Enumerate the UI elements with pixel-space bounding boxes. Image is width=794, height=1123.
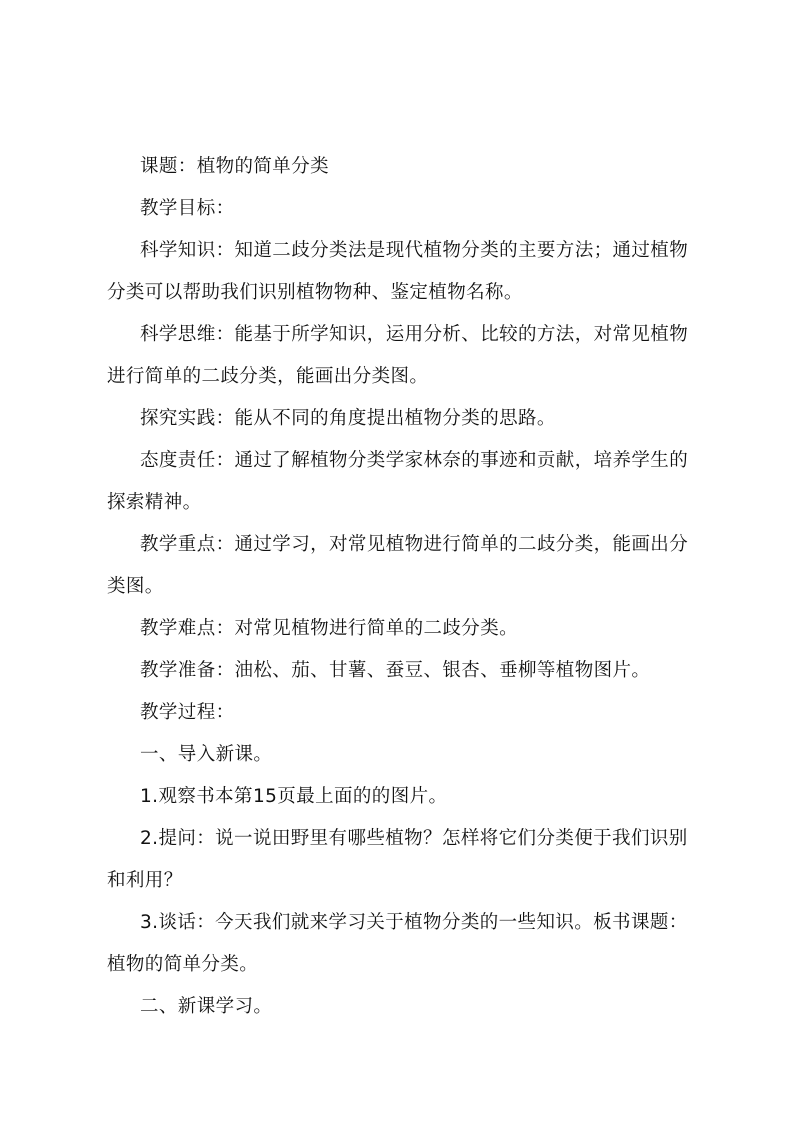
objective-scientific-knowledge: 科学知识：知道二歧分类法是现代植物分类的主要方法；通过植物分类可以帮助我们识别植物物种、鉴定植物名称。 <box>107 240 689 303</box>
step-3-talk: 3.谈话：今天我们就来学习关于植物分类的一些知识。板书课题：植物的简单分类。 <box>107 912 688 975</box>
lesson-title: 课题：植物的简单分类 <box>140 156 330 177</box>
teaching-key-point: 教学重点：通过学习，对常见植物进行简单的二歧分类，能画出分类图。 <box>107 534 689 597</box>
step-1-observe: 1.观察书本第15页最上面的的图片。 <box>140 786 448 807</box>
teaching-difficulty: 教学难点：对常见植物进行简单的二歧分类。 <box>140 618 519 639</box>
teaching-objectives-heading: 教学目标： <box>140 198 235 219</box>
document-body <box>107 146 694 1028</box>
objective-attitude-responsibility: 态度责任：通过了解植物分类学家林奈的事迹和贡献，培养学生的探索精神。 <box>107 450 689 513</box>
teaching-preparation: 教学准备：油松、茄、甘薯、蚕豆、银杏、垂柳等植物图片。 <box>140 660 651 681</box>
section-new-lesson: 二、新课学习。 <box>140 996 273 1017</box>
objective-scientific-thinking: 科学思维：能基于所学知识，运用分析、比较的方法，对常见植物进行简单的二歧分类，能画出分类图。 <box>107 324 689 387</box>
objective-inquiry-practice: 探究实践：能从不同的角度提出植物分类的思路。 <box>140 408 556 429</box>
step-2-question: 2.提问：说一说田野里有哪些植物？怎样将它们分类便于我们识别和利用？ <box>107 828 688 891</box>
section-introduction: 一、导入新课。 <box>140 744 273 765</box>
teaching-process-heading: 教学过程： <box>140 702 235 723</box>
